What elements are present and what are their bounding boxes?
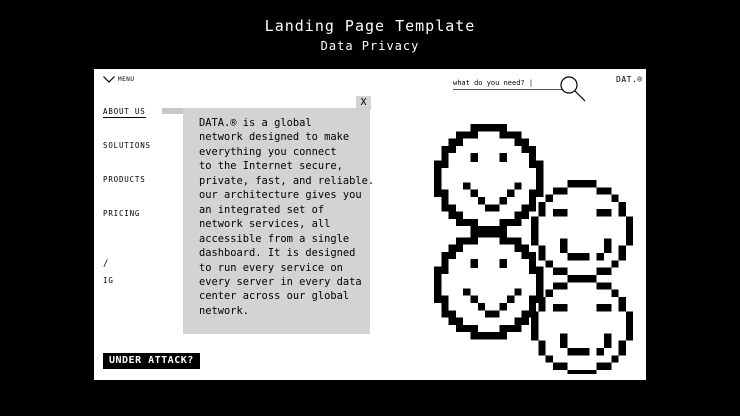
search-button[interactable]	[559, 75, 587, 103]
about-panel	[183, 108, 375, 334]
smiley-icon	[531, 180, 633, 282]
menu-label: MENU	[118, 76, 135, 83]
page-title: Landing Page Template	[264, 17, 476, 35]
close-icon[interactable]: X	[356, 96, 371, 110]
landing-frame	[94, 69, 646, 380]
smiley-icon	[434, 124, 544, 234]
nav-item-instagram[interactable]: IG	[103, 276, 114, 285]
page-subtitle: Data Privacy	[320, 39, 420, 53]
nav-item-about-us[interactable]: ABOUT US	[103, 107, 146, 116]
nav-divider-slash: /	[103, 259, 109, 269]
nav-item-products[interactable]: PRODUCTS	[103, 175, 146, 184]
brand-logo[interactable]: DAT.®	[616, 75, 643, 84]
nav-item-pricing[interactable]: PRICING	[103, 209, 141, 218]
menu-toggle[interactable]	[103, 76, 134, 83]
smiley-icon	[434, 230, 544, 340]
smiley-icon	[531, 275, 633, 374]
search-bar	[453, 77, 587, 103]
chevron-down-icon	[103, 76, 115, 83]
about-text: DATA.® is a global network designed to make everything you connect to the Internet secure, private, fast, and reliable. our architecture gives you an integrated set of network services, all accessible from a single dashboard. It is designed to run every service on every server in every data center across our global network.	[199, 117, 375, 317]
smiley-illustration	[434, 124, 644, 374]
search-icon	[559, 75, 587, 103]
search-input[interactable]	[453, 77, 563, 90]
under-attack-button[interactable]: UNDER ATTACK?	[103, 353, 200, 369]
nav-item-solutions[interactable]: SOLUTIONS	[103, 141, 151, 150]
active-item-connector	[162, 108, 184, 114]
